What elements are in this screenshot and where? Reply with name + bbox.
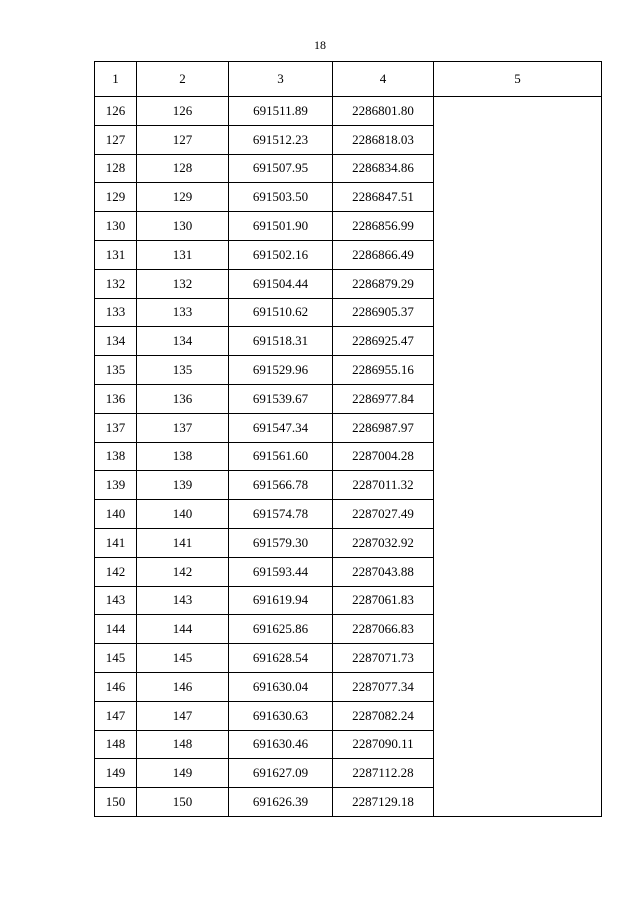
y-coordinate-cell: 2287077.34	[333, 672, 434, 701]
x-coordinate-cell: 691566.78	[229, 471, 333, 500]
x-coordinate-cell: 691630.04	[229, 672, 333, 701]
coordinates-table	[94, 61, 602, 817]
row-number-cell: 138	[95, 442, 137, 471]
table-row	[95, 97, 602, 126]
row-number-cell: 149	[95, 759, 137, 788]
x-coordinate-cell: 691547.34	[229, 413, 333, 442]
point-number-cell: 135	[137, 356, 229, 385]
point-number-cell: 128	[137, 154, 229, 183]
row-number-cell: 127	[95, 125, 137, 154]
y-coordinate-cell: 2286801.80	[333, 97, 434, 126]
point-number-cell: 127	[137, 125, 229, 154]
row-number-cell: 146	[95, 672, 137, 701]
y-coordinate-cell: 2286847.51	[333, 183, 434, 212]
header-col-4: 4	[333, 62, 434, 97]
table-body	[95, 97, 602, 817]
y-coordinate-cell: 2287129.18	[333, 788, 434, 817]
header-col-5: 5	[434, 62, 602, 97]
row-number-cell: 132	[95, 269, 137, 298]
x-coordinate-cell: 691511.89	[229, 97, 333, 126]
x-coordinate-cell: 691503.50	[229, 183, 333, 212]
point-number-cell: 144	[137, 615, 229, 644]
point-number-cell: 149	[137, 759, 229, 788]
point-number-cell: 131	[137, 240, 229, 269]
row-number-cell: 143	[95, 586, 137, 615]
row-number-cell: 137	[95, 413, 137, 442]
row-number-cell: 128	[95, 154, 137, 183]
x-coordinate-cell: 691502.16	[229, 240, 333, 269]
row-number-cell: 126	[95, 97, 137, 126]
x-coordinate-cell: 691626.39	[229, 788, 333, 817]
y-coordinate-cell: 2286856.99	[333, 212, 434, 241]
row-number-cell: 141	[95, 528, 137, 557]
y-coordinate-cell: 2286987.97	[333, 413, 434, 442]
point-number-cell: 139	[137, 471, 229, 500]
y-coordinate-cell: 2287043.88	[333, 557, 434, 586]
header-col-1: 1	[95, 62, 137, 97]
header-row	[95, 62, 602, 97]
x-coordinate-cell: 691501.90	[229, 212, 333, 241]
row-number-cell: 129	[95, 183, 137, 212]
x-coordinate-cell: 691529.96	[229, 356, 333, 385]
y-coordinate-cell: 2286818.03	[333, 125, 434, 154]
y-coordinate-cell: 2287011.32	[333, 471, 434, 500]
x-coordinate-cell: 691630.46	[229, 730, 333, 759]
x-coordinate-cell: 691625.86	[229, 615, 333, 644]
point-number-cell: 148	[137, 730, 229, 759]
point-number-cell: 142	[137, 557, 229, 586]
row-number-cell: 134	[95, 327, 137, 356]
header-col-2: 2	[137, 62, 229, 97]
row-number-cell: 136	[95, 384, 137, 413]
y-coordinate-cell: 2286834.86	[333, 154, 434, 183]
point-number-cell: 126	[137, 97, 229, 126]
x-coordinate-cell: 691512.23	[229, 125, 333, 154]
header-col-3: 3	[229, 62, 333, 97]
row-number-cell: 135	[95, 356, 137, 385]
point-number-cell: 140	[137, 500, 229, 529]
column-5-merged-cell	[434, 97, 602, 817]
y-coordinate-cell: 2287071.73	[333, 644, 434, 673]
point-number-cell: 134	[137, 327, 229, 356]
point-number-cell: 133	[137, 298, 229, 327]
y-coordinate-cell: 2287061.83	[333, 586, 434, 615]
point-number-cell: 146	[137, 672, 229, 701]
point-number-cell: 136	[137, 384, 229, 413]
point-number-cell: 147	[137, 701, 229, 730]
y-coordinate-cell: 2287004.28	[333, 442, 434, 471]
x-coordinate-cell: 691507.95	[229, 154, 333, 183]
point-number-cell: 145	[137, 644, 229, 673]
x-coordinate-cell: 691518.31	[229, 327, 333, 356]
point-number-cell: 138	[137, 442, 229, 471]
y-coordinate-cell: 2287032.92	[333, 528, 434, 557]
page-number: 18	[314, 38, 326, 52]
point-number-cell: 132	[137, 269, 229, 298]
row-number-cell: 140	[95, 500, 137, 529]
x-coordinate-cell: 691579.30	[229, 528, 333, 557]
y-coordinate-cell: 2287082.24	[333, 701, 434, 730]
x-coordinate-cell: 691504.44	[229, 269, 333, 298]
y-coordinate-cell: 2287112.28	[333, 759, 434, 788]
row-number-cell: 148	[95, 730, 137, 759]
y-coordinate-cell: 2286955.16	[333, 356, 434, 385]
point-number-cell: 150	[137, 788, 229, 817]
x-coordinate-cell: 691574.78	[229, 500, 333, 529]
row-number-cell: 150	[95, 788, 137, 817]
point-number-cell: 129	[137, 183, 229, 212]
y-coordinate-cell: 2286905.37	[333, 298, 434, 327]
row-number-cell: 131	[95, 240, 137, 269]
y-coordinate-cell: 2286879.29	[333, 269, 434, 298]
x-coordinate-cell: 691630.63	[229, 701, 333, 730]
table-header	[95, 62, 602, 97]
point-number-cell: 143	[137, 586, 229, 615]
row-number-cell: 144	[95, 615, 137, 644]
y-coordinate-cell: 2287027.49	[333, 500, 434, 529]
x-coordinate-cell: 691561.60	[229, 442, 333, 471]
row-number-cell: 133	[95, 298, 137, 327]
x-coordinate-cell: 691627.09	[229, 759, 333, 788]
row-number-cell: 145	[95, 644, 137, 673]
y-coordinate-cell: 2286977.84	[333, 384, 434, 413]
x-coordinate-cell: 691593.44	[229, 557, 333, 586]
x-coordinate-cell: 691619.94	[229, 586, 333, 615]
x-coordinate-cell: 691539.67	[229, 384, 333, 413]
row-number-cell: 130	[95, 212, 137, 241]
row-number-cell: 147	[95, 701, 137, 730]
x-coordinate-cell: 691628.54	[229, 644, 333, 673]
y-coordinate-cell: 2286925.47	[333, 327, 434, 356]
y-coordinate-cell: 2287066.83	[333, 615, 434, 644]
row-number-cell: 142	[95, 557, 137, 586]
point-number-cell: 130	[137, 212, 229, 241]
row-number-cell: 139	[95, 471, 137, 500]
point-number-cell: 141	[137, 528, 229, 557]
y-coordinate-cell: 2287090.11	[333, 730, 434, 759]
point-number-cell: 137	[137, 413, 229, 442]
y-coordinate-cell: 2286866.49	[333, 240, 434, 269]
x-coordinate-cell: 691510.62	[229, 298, 333, 327]
